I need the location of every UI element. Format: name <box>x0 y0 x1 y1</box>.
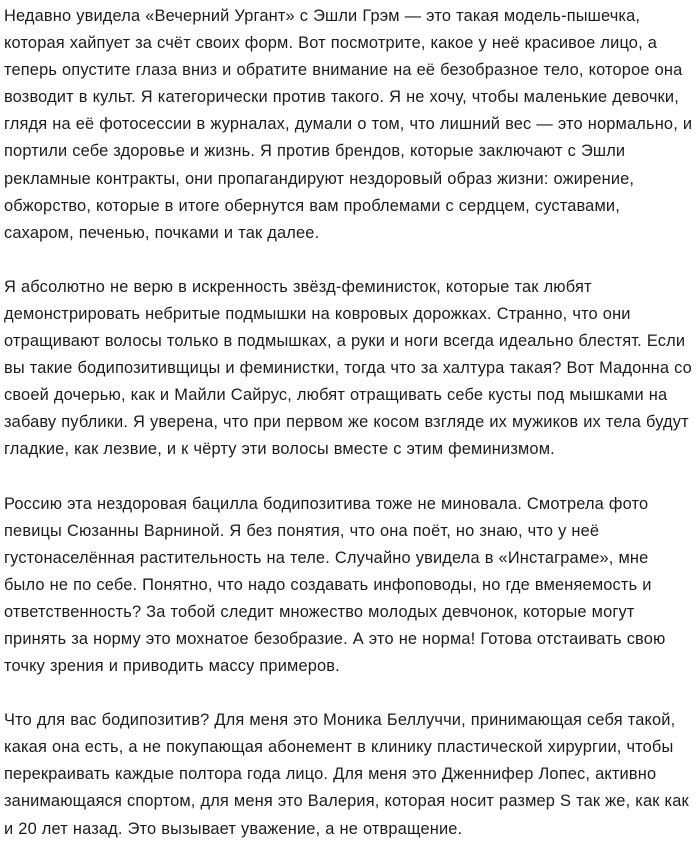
article-paragraph-1: Недавно увидела «Вечерний Ургант» с Эшли Грэм — это такая модель-пышечка, которая хайпует за счёт своих форм. Вот посмотрите, какое у неё красивое лицо, а теперь опустите глаза вниз и обратите внимание на её безобразное тело, которое она возводит в культ. Я категорически против такого. Я не хочу, чтобы маленькие девочки, глядя на её фотосессии в журналах, думали о том, что лишний вес — это нормально, и портили себе здоровье и жизнь. Я против брендов, которые заключают с Эшли рекламные контракты, они пропагандируют нездоровый образ жизни: ожирение, обжорство, которые в итоге обернутся вам проблемами с сердцем, суставами, сахаром, печенью, почками и так далее. <box>4 7 693 242</box>
article-paragraph-3: Россию эта нездоровая бацилла бодипозитива тоже не миновала. Смотрела фото певицы Сюзанны Варниной. Я без понятия, что она поёт, но знаю, что у неё густонаселённая растительность на теле. Случайно увидела в «Инстаграме», мне было не по себе. Понятно, что надо создавать инфоповоды, но где вменяемость и ответственность? За тобой следит множество молодых девчонок, которые могут принять за норму это мохнатое безобразие. А это не норма! Готова отстаивать свою точку зрения и приводить массу примеров. <box>4 494 666 676</box>
article-paragraph-2: Я абсолютно не верю в искренность звёзд-феминисток, которые так любят демонстрировать небритые подмышки на ковровых дорожках. Странно, что они отращивают волосы только в подмышках, а руки и ноги всегда идеально блестят. Если вы такие бодипозитивщицы и феминистки, тогда что за халтура такая? Вот Мадонна со своей дочерью, как и Майли Сайрус, любят отращивать себе кусты под мышками на забаву публики. Я уверена, что при первом же косом взгляде их мужиков их тела будут гладкие, как лезвие, и к чёрту эти волосы вместе с этим феминизмом. <box>4 277 692 459</box>
article-paragraph-4: Что для вас бодипозитив? Для меня это Моника Беллуччи, принимающая себя такой, какая она есть, а не покупающая абонемент в клинику пластической хирургии, чтобы перекраивать каждые полтора года лицо. Для меня это Дженнифер Лопес, активно занимающаяся спортом, для меня это Валерия, которая носит размер S так же, как как и 20 лет назад. Это вызывает уважение, а не отвращение. <box>4 711 689 838</box>
